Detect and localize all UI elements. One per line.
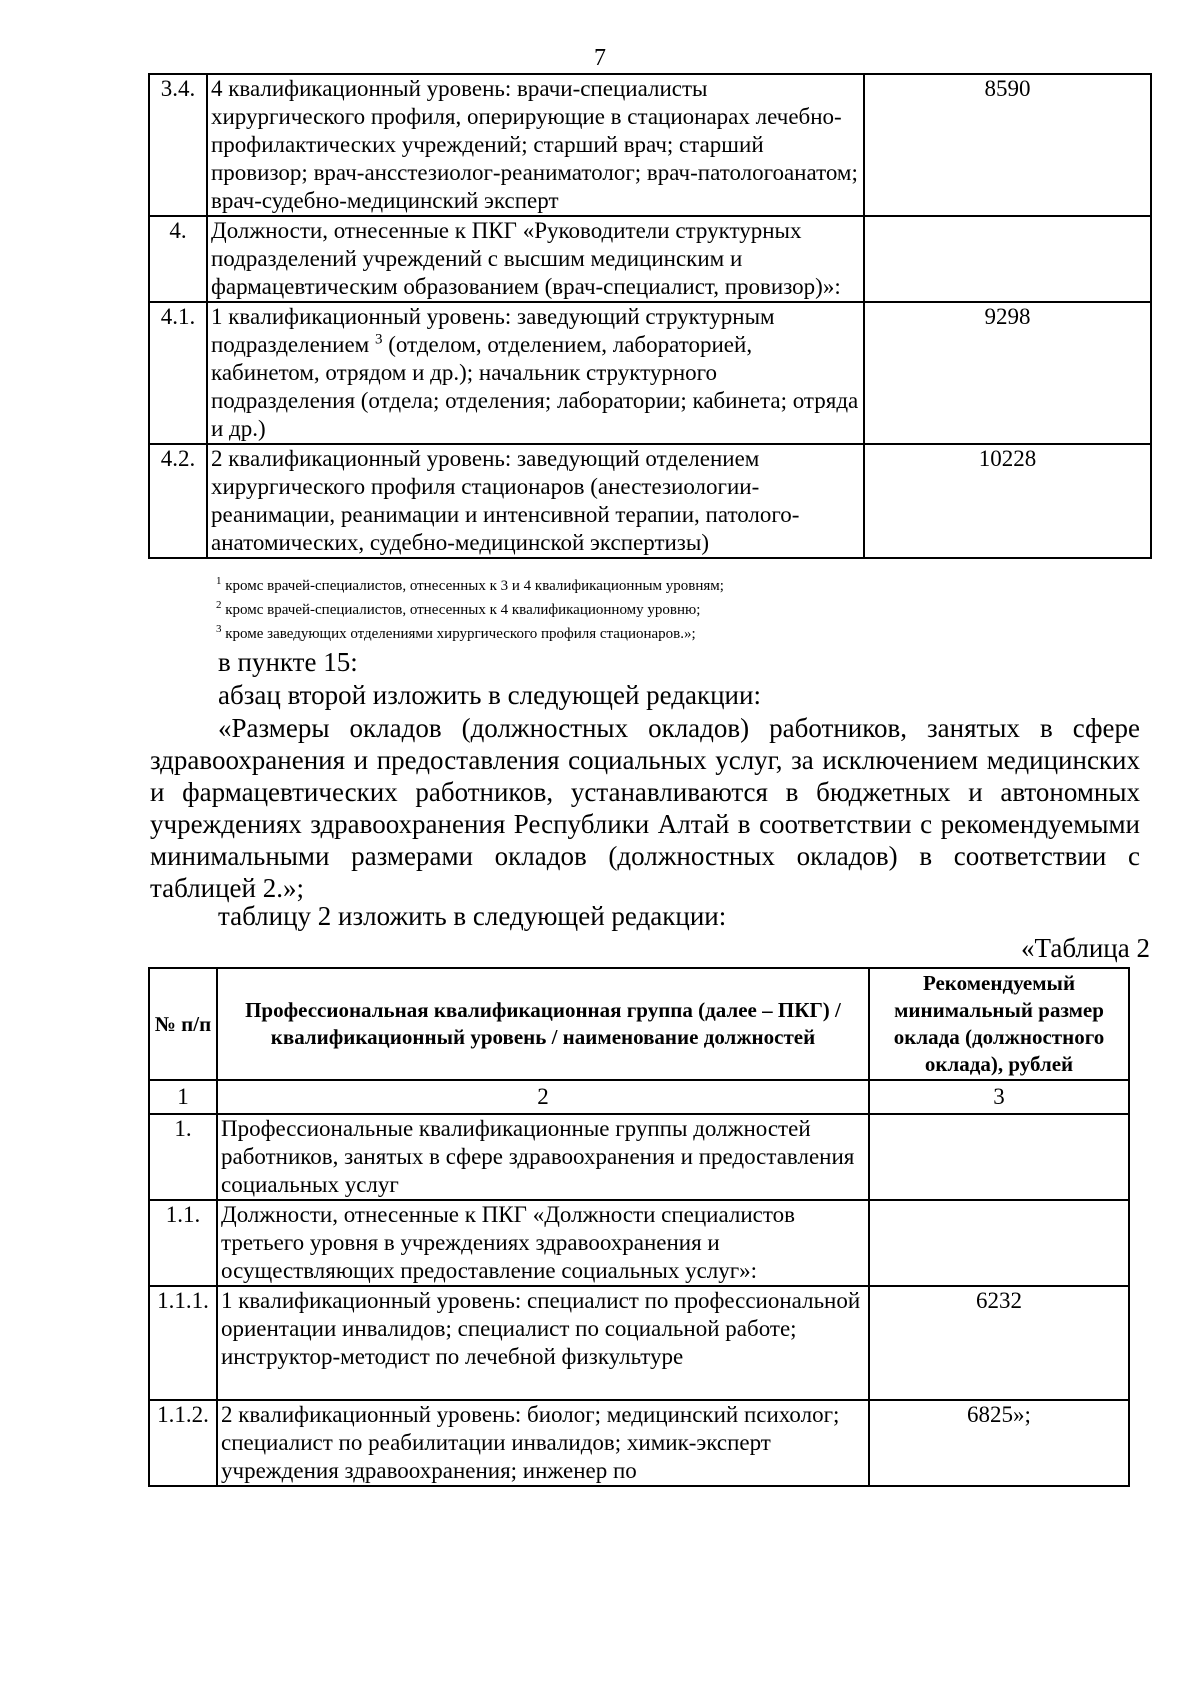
table-row <box>149 74 1151 216</box>
row-number: 4.1. <box>149 302 207 444</box>
row-salary: 10228 <box>864 444 1151 558</box>
row-description: Профессиональные квалификационные группы должностей работников, занятых в сфере здравоохранения и предоставления социальных услуг <box>217 1114 869 1200</box>
row-number: 4. <box>149 216 207 302</box>
table-row <box>149 1286 1129 1400</box>
row-description <box>207 302 864 444</box>
salary-table-continued <box>148 73 1152 559</box>
footnote-mark: 3 <box>216 623 222 635</box>
salary-table-2 <box>148 967 1130 1487</box>
header-number: № п/п <box>149 968 217 1080</box>
table-row <box>149 444 1151 558</box>
column-index: 3 <box>869 1080 1129 1114</box>
paragraph: «Размеры окладов (должностных окладов) работников, занятых в сфере здравоохранения и предоставления социальных услуг, за исключением медицинских и фармацевтических работников, устанавливаются в бюджетных и автономных учреждениях здравоохранения Республики Алтай в соответствии с рекомендуемыми минимальными размерами окладов (должностных окладов) в соответствии с таблицей 2.»; <box>150 713 1140 903</box>
footnote <box>216 574 724 598</box>
row-description: Должности, отнесенные к ПКГ «Руководители структурных подразделений учреждений с высшим медицинским и фармацевтическим образованием (врач-специалист, провизор)»: <box>207 216 864 302</box>
row-description-part: 1 квалификационный уровень: заведующий структурным подразделением <box>211 304 775 357</box>
row-description: 4 квалификационный уровень: врачи-специалисты хирургического профиля, оперирующие в стационарах лечебно-профилактических учреждений; старший врач; старший провизор; врач-ансстезиолог-реаниматолог; врач-патологоанатом; врач-судебно-медицинский эксперт <box>207 74 864 216</box>
table-row <box>149 216 1151 302</box>
footnote <box>216 598 724 622</box>
row-description: Должности, отнесенные к ПКГ «Должности специалистов третьего уровня в учреждениях здравоохранения и осуществляющих предоставление социальных услуг»: <box>217 1200 869 1286</box>
paragraph: в пункте 15: <box>218 647 358 677</box>
row-description: 1 квалификационный уровень: специалист по профессиональной ориентации инвалидов; специалист по социальной работе; инструктор-методист по лечебной физкультуре <box>217 1286 869 1400</box>
paragraph: таблицу 2 изложить в следующей редакции: <box>218 901 727 931</box>
row-salary: 6825»; <box>869 1400 1129 1486</box>
table-row <box>149 1114 1129 1200</box>
row-number: 4.2. <box>149 444 207 558</box>
column-index: 1 <box>149 1080 217 1114</box>
footnote-mark: 1 <box>216 575 222 587</box>
row-description-part: (отделом, отделением, лабораторией, кабинетом, отрядом и др.); начальник структурного подразделения (отдела; отделения; лаборатории; кабинета; отряда и др.) <box>211 332 859 441</box>
table-header-row <box>149 968 1129 1080</box>
row-salary <box>869 1200 1129 1286</box>
header-group: Профессиональная квалификационная группа (далее – ПКГ) / квалификационный уровень / наименование должностей <box>217 968 869 1080</box>
paragraph: абзац второй изложить в следующей редакции: <box>218 680 761 710</box>
footnote-text: кроме заведующих отделениями хирургического профиля стационаров.»; <box>221 626 696 642</box>
row-salary <box>869 1114 1129 1200</box>
row-description: 2 квалификационный уровень: заведующий отделением хирургического профиля стационаров (анестезиологии-реанимации, реанимации и интенсивной терапии, патолого-анатомических, судебно-медицинской экспертизы) <box>207 444 864 558</box>
row-salary: 9298 <box>864 302 1151 444</box>
row-salary: 8590 <box>864 74 1151 216</box>
table-row <box>149 1200 1129 1286</box>
row-salary <box>864 216 1151 302</box>
footnote-mark: 2 <box>216 599 222 611</box>
row-number: 1.1.2. <box>149 1400 217 1486</box>
row-number: 1.1.1. <box>149 1286 217 1400</box>
table-caption: «Таблица 2 <box>1021 933 1150 963</box>
table-index-row <box>149 1080 1129 1114</box>
footnotes <box>216 574 724 646</box>
footnote <box>216 622 724 646</box>
footnote-text: кромс врачей-специалистов, отнесенных к 4 квалификационному уровню; <box>221 602 701 618</box>
row-description: 2 квалификационный уровень: биолог; медицинский психолог; специалист по реабилитации инвалидов; химик-эксперт учреждения здравоохранения; инженер по <box>217 1400 869 1486</box>
row-number: 1.1. <box>149 1200 217 1286</box>
header-salary: Рекомендуемый минимальный размер оклада (должностного оклада), рублей <box>869 968 1129 1080</box>
column-index: 2 <box>217 1080 869 1114</box>
footnote-text: кромс врачей-специалистов, отнесенных к 3 и 4 квалификационным уровням; <box>221 578 724 594</box>
row-salary: 6232 <box>869 1286 1129 1400</box>
row-number: 1. <box>149 1114 217 1200</box>
page-number: 7 <box>594 45 606 71</box>
table-row <box>149 1400 1129 1486</box>
table-row <box>149 302 1151 444</box>
footnote-reference: 3 <box>374 331 383 348</box>
row-number: 3.4. <box>149 74 207 216</box>
